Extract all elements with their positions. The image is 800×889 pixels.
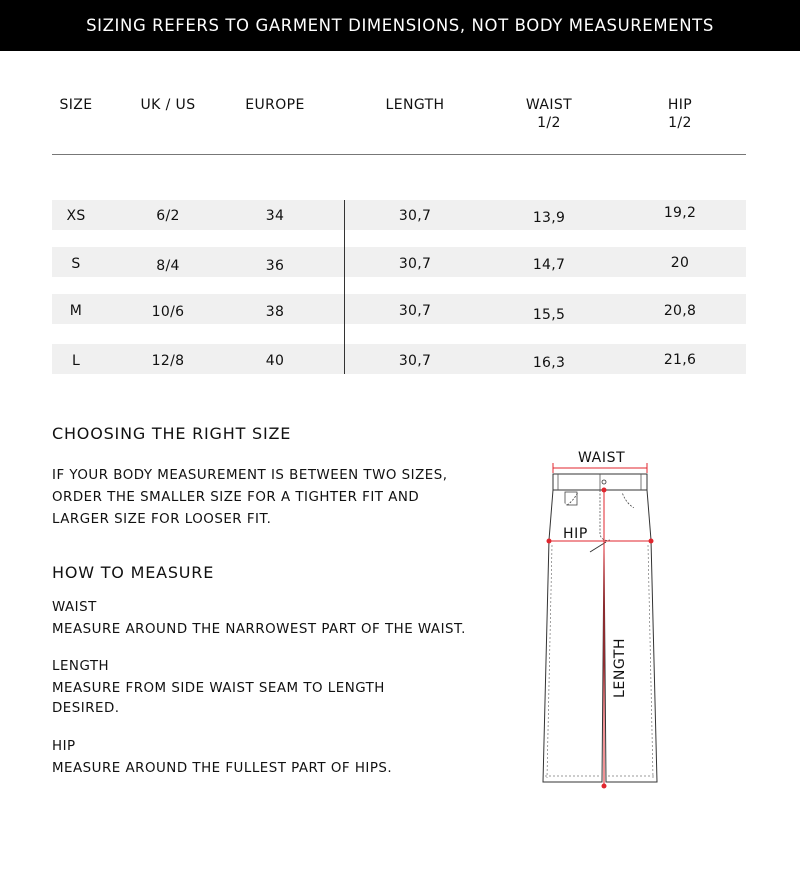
table-cell-europe: 34 (265, 208, 285, 224)
table-cell-waist: 16,3 (532, 355, 566, 371)
table-cell-ukus: 6/2 (156, 208, 180, 224)
header-hip (640, 96, 720, 132)
table-cell-hip: 20,8 (663, 303, 697, 319)
header-divider (52, 154, 746, 155)
length-text-1: MEASURE FROM SIDE WAIST SEAM TO LENGTH (52, 681, 385, 696)
table-cell-waist: 14,7 (532, 257, 566, 273)
header-length: LENGTH (385, 97, 445, 113)
choosing-title: CHOOSING THE RIGHT SIZE (52, 424, 292, 443)
table-cell-size: S (71, 256, 81, 272)
table-cell-waist: 13,9 (532, 210, 566, 226)
hip-title: HIP (52, 739, 76, 754)
table-cell-europe: 36 (265, 258, 285, 274)
table-cell-europe: 38 (265, 304, 285, 320)
header-waist (509, 96, 589, 132)
table-cell-size: M (69, 303, 83, 319)
choosing-line-3: LARGER SIZE FOR LOOSER FIT. (52, 512, 272, 527)
table-cell-length: 30,7 (398, 208, 432, 224)
waist-text: MEASURE AROUND THE NARROWEST PART OF THE WAIST. (52, 622, 466, 637)
table-cell-europe: 40 (265, 353, 285, 369)
table-cell-hip: 21,6 (663, 352, 697, 368)
table-cell-hip: 19,2 (663, 205, 697, 221)
choosing-line-2: ORDER THE SMALLER SIZE FOR A TIGHTER FIT AND (52, 490, 420, 505)
header-waist-label: WAIST (525, 97, 573, 113)
length-text-2: DESIRED. (52, 701, 120, 716)
diagram-waist-label: WAIST (578, 450, 626, 466)
table-cell-waist: 15,5 (532, 307, 566, 323)
header-waist-sub: 1/2 (537, 115, 561, 131)
trousers-icon (540, 448, 660, 793)
header-ukus: UK / US (140, 97, 196, 113)
diagram-hip-label: HIP (563, 526, 588, 542)
table-cell-ukus: 12/8 (151, 353, 185, 369)
waist-title: WAIST (52, 600, 97, 615)
sizing-banner: SIZING REFERS TO GARMENT DIMENSIONS, NOT BODY MEASUREMENTS (0, 0, 800, 51)
table-cell-ukus: 8/4 (156, 258, 180, 274)
diagram-length-label: LENGTH (612, 637, 628, 698)
table-cell-ukus: 10/6 (151, 304, 185, 320)
header-size: SIZE (59, 97, 93, 113)
length-title: LENGTH (52, 659, 110, 674)
table-cell-size: L (71, 353, 81, 369)
header-hip-sub: 1/2 (668, 115, 692, 131)
table-cell-hip: 20 (670, 255, 690, 271)
table-cell-size: XS (66, 208, 86, 224)
how-to-measure-title: HOW TO MEASURE (52, 563, 215, 582)
table-cell-length: 30,7 (398, 303, 432, 319)
table-cell-length: 30,7 (398, 256, 432, 272)
header-europe: EUROPE (245, 97, 305, 113)
table-column-divider (344, 200, 345, 374)
table-cell-length: 30,7 (398, 353, 432, 369)
header-hip-label: HIP (667, 97, 693, 113)
choosing-line-1: IF YOUR BODY MEASUREMENT IS BETWEEN TWO SIZES, (52, 468, 448, 483)
hip-text: MEASURE AROUND THE FULLEST PART OF HIPS. (52, 761, 393, 776)
